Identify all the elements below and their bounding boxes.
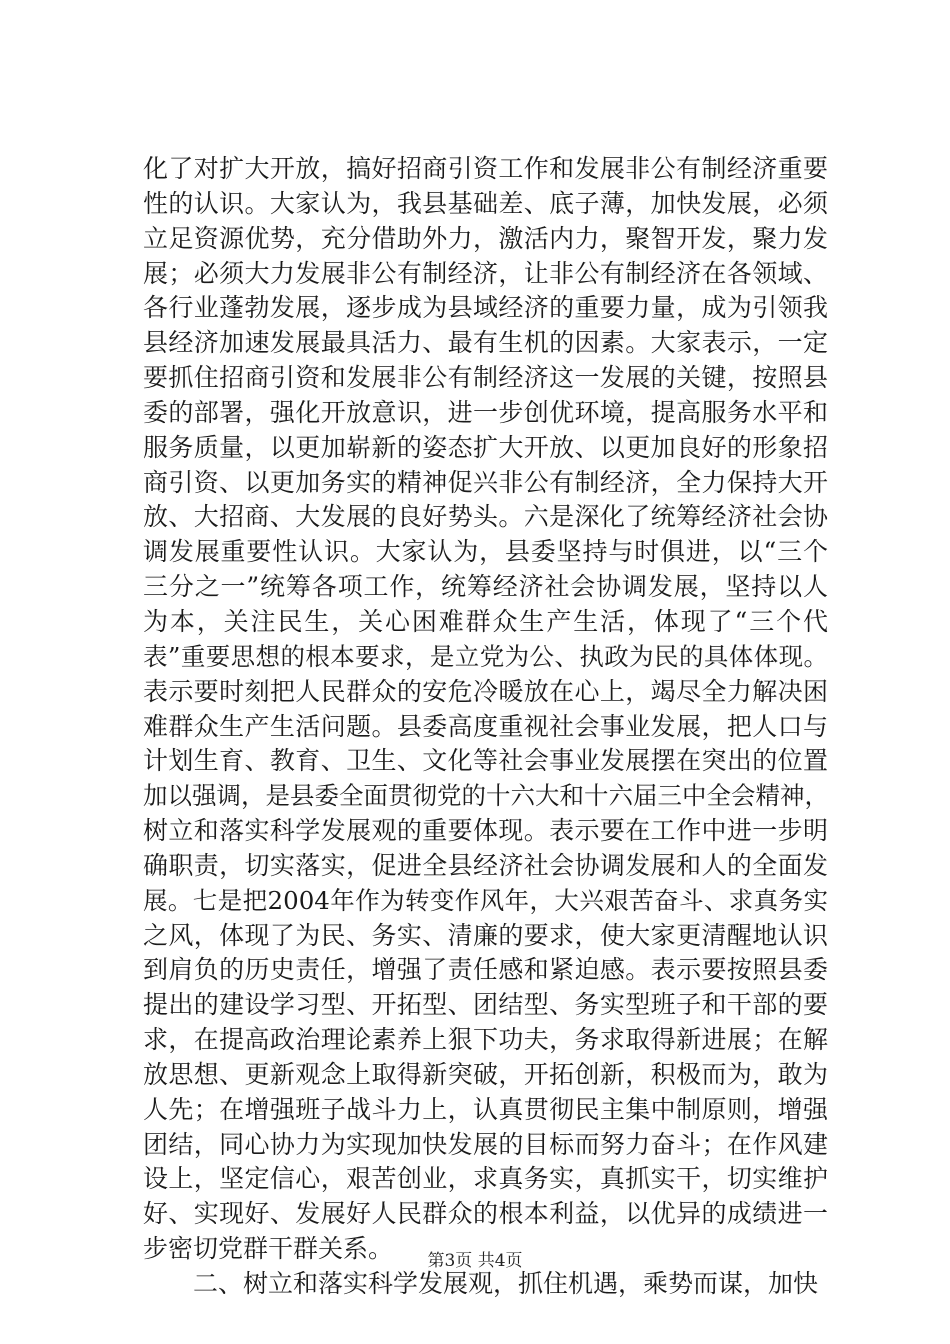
text-line: 难群众生产生活问题。县委高度重视社会事业发展，把人口与 — [143, 711, 828, 741]
text-line: 要抓住招商引资和发展非公有制经济这一发展的关键，按照县 — [143, 363, 828, 393]
page-number-footer: 第3页 共4页 — [427, 1251, 523, 1271]
text-line: 服务质量，以更加崭新的姿态扩大开放、以更加良好的形象招 — [143, 432, 828, 462]
paragraph-end-line: 步密切党群干群关系。 — [143, 1234, 394, 1264]
text-line: 计划生育、教育、卫生、文化等社会事业发展摆在突出的位置 — [143, 746, 828, 776]
text-line: 县经济加速发展最具活力、最有生机的因素。大家表示，一定 — [143, 328, 828, 358]
text-line: 树立和落实科学发展观的重要体现。表示要在工作中进一步明 — [143, 816, 828, 846]
text-line: 到肩负的历史责任，增强了责任感和紧迫感。表示要按照县委 — [143, 955, 828, 985]
text-line: 委的部署，强化开放意识，进一步创优环境，提高服务水平和 — [143, 397, 828, 427]
document-body — [143, 152, 828, 1302]
text-line: 好、实现好、发展好人民群众的根本利益，以优异的成绩进一 — [143, 1199, 828, 1229]
text-line: 各行业蓬勃发展，逐步成为县域经济的重要力量，成为引领我 — [143, 293, 828, 323]
text-line: 展。七是把2004年作为转变作风年，大兴艰苦奋斗、求真务实 — [143, 885, 828, 915]
text-line: 设上，坚定信心，艰苦创业，求真务实，真抓实干，切实维护 — [143, 1164, 828, 1194]
text-line: 三分之一”统筹各项工作，统筹经济社会协调发展，坚持以人 — [143, 572, 828, 602]
section-heading-line: 二、树立和落实科学发展观，抓住机遇，乘势而谋，加快 — [193, 1269, 819, 1298]
text-line: 为本，关注民生，关心困难群众生产生活，体现了“三个代 — [143, 606, 828, 636]
text-line: 确职责，切实落实，促进全县经济社会协调发展和人的全面发 — [143, 850, 828, 880]
text-line: 展；必须大力发展非公有制经济，让非公有制经济在各领域、 — [143, 258, 828, 288]
text-line: 之风，体现了为民、务实、清廉的要求，使大家更清醒地认识 — [143, 920, 828, 950]
text-line: 加以强调，是县委全面贯彻党的十六大和十六届三中全会精神， — [143, 781, 829, 811]
text-line: 表”重要思想的根本要求，是立党为公、执政为民的具体体现。 — [143, 641, 828, 671]
text-line: 放思想、更新观念上取得新突破，开拓创新，积极而为，敢为 — [143, 1059, 828, 1089]
text-line: 提出的建设学习型、开拓型、团结型、务实型班子和干部的要 — [143, 990, 828, 1020]
text-line: 调发展重要性认识。大家认为，县委坚持与时俱进，以“三个 — [143, 537, 828, 567]
text-line: 放、大招商、大发展的良好势头。六是深化了统筹经济社会协 — [143, 502, 828, 532]
text-line: 人先；在增强班子战斗力上，认真贯彻民主集中制原则，增强 — [143, 1094, 828, 1124]
text-line: 立足资源优势，充分借助外力，激活内力，聚智开发，聚力发 — [143, 223, 828, 253]
text-line: 团结，同心协力为实现加快发展的目标而努力奋斗；在作风建 — [143, 1129, 828, 1159]
text-line: 表示要时刻把人民群众的安危冷暖放在心上，竭尽全力解决困 — [143, 676, 828, 706]
text-line: 化了对扩大开放，搞好招商引资工作和发展非公有制经济重要 — [143, 154, 828, 183]
text-line: 性的认识。大家认为，我县基础差、底子薄，加快发展，必须 — [143, 188, 828, 218]
text-line: 求，在提高政治理论素养上狠下功夫，务求取得新进展；在解 — [143, 1025, 828, 1055]
text-line: 商引资、以更加务实的精神促兴非公有制经济，全力保持大开 — [143, 467, 828, 497]
